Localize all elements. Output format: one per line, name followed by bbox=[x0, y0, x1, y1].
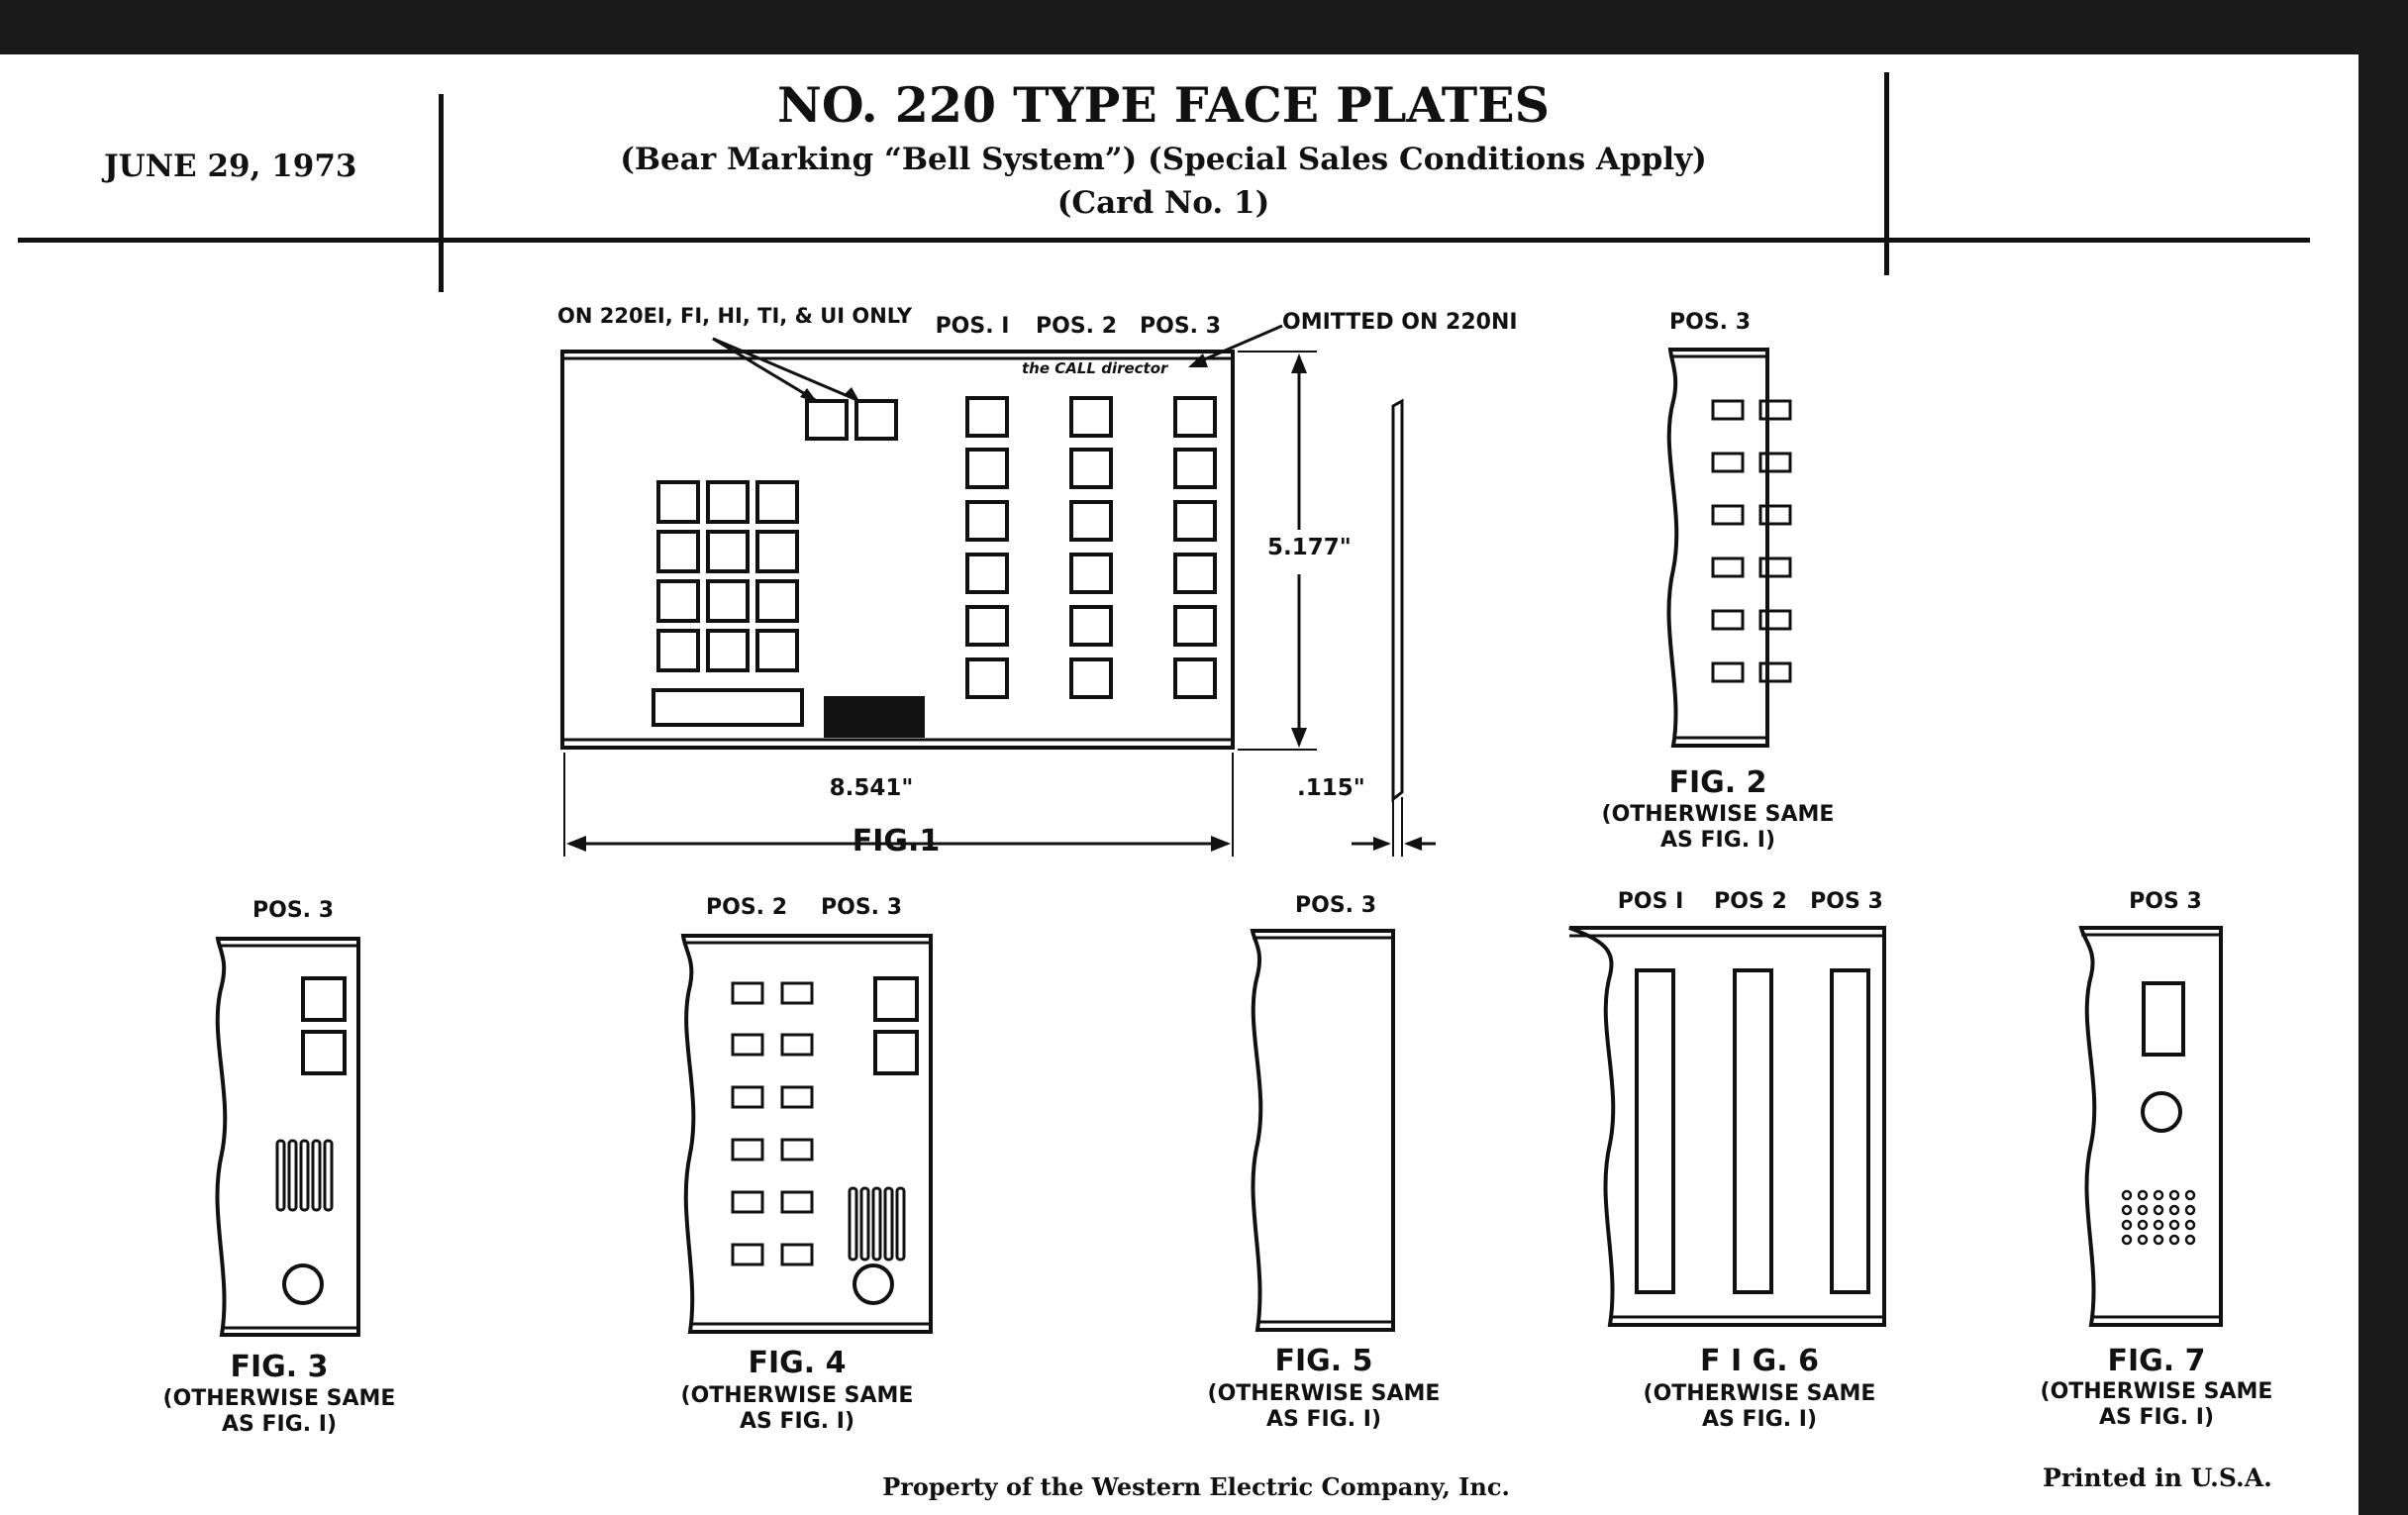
fig6-pos3-label: POS 3 bbox=[1810, 889, 1883, 914]
fig1-pos2-label: POS. 2 bbox=[1036, 314, 1117, 339]
fig4-lamp-buttons bbox=[733, 983, 812, 1264]
fig3-pos-label: POS. 3 bbox=[252, 898, 334, 923]
catalog-card bbox=[0, 54, 2358, 1515]
fig1-label: FIG.1 bbox=[852, 824, 941, 858]
fig7-pos-label: POS 3 bbox=[2129, 889, 2202, 914]
fig2-label: FIG. 2 bbox=[1668, 765, 1767, 800]
fig1-leader-2 bbox=[713, 339, 859, 401]
fig6-plate-outline bbox=[1569, 928, 1884, 1325]
fig6-pos2-label: POS 2 bbox=[1714, 889, 1787, 914]
fig6-slot-pos3 bbox=[1832, 970, 1868, 1292]
fig7-microphone-hole bbox=[2143, 1093, 2180, 1131]
fig5-note-line2: AS FIG. I) bbox=[1265, 1407, 1382, 1432]
fig7-note-line2: AS FIG. I) bbox=[2098, 1405, 2215, 1430]
technical-drawings bbox=[0, 54, 2358, 1515]
fig7-note-line1: (OTHERWISE SAME bbox=[2040, 1379, 2273, 1404]
fig1-omitted-note: OMITTED ON 220NI bbox=[1282, 310, 1518, 335]
fig4-plate-outline bbox=[683, 936, 931, 1332]
fig1-leader-omitted bbox=[1193, 326, 1282, 364]
fig4-key-2 bbox=[875, 1032, 917, 1073]
fig6-pos1-label: POS I bbox=[1617, 889, 1684, 914]
fig1-pos2-buttons bbox=[1071, 398, 1111, 697]
fig1-arrowhead-up bbox=[1291, 354, 1307, 373]
fig2-note-line2: AS FIG. I) bbox=[1659, 828, 1776, 853]
fig1-side-profile bbox=[1393, 401, 1402, 799]
fig1-top-key-1 bbox=[807, 401, 847, 439]
fig6-label: F I G. 6 bbox=[1700, 1344, 1819, 1378]
fig4-label: FIG. 4 bbox=[748, 1346, 847, 1380]
fig3-note-line2: AS FIG. I) bbox=[221, 1412, 338, 1437]
fig5-note-line1: (OTHERWISE SAME bbox=[1207, 1381, 1441, 1406]
bell-system-badge bbox=[824, 696, 925, 738]
fig2-lamp-buttons bbox=[1713, 401, 1790, 681]
fig1-pos3-label: POS. 3 bbox=[1140, 314, 1221, 339]
fig1-omitted-head bbox=[1188, 354, 1208, 367]
fig1-keypad bbox=[658, 482, 797, 670]
fig1-top-key-2 bbox=[856, 401, 896, 439]
fig1-arrowhead-right bbox=[1211, 836, 1231, 852]
fig1-arrowhead-down bbox=[1291, 728, 1307, 748]
fig4-note-line1: (OTHERWISE SAME bbox=[680, 1383, 914, 1408]
card-number: (Card No. 1) bbox=[1056, 185, 1270, 221]
fig6-slot-pos2 bbox=[1735, 970, 1771, 1292]
fig5-pos-label: POS. 3 bbox=[1295, 893, 1376, 918]
fig5-label: FIG. 5 bbox=[1274, 1344, 1373, 1378]
fig7-label: FIG. 7 bbox=[2107, 1344, 2206, 1378]
fig1-arrowhead-left bbox=[566, 836, 586, 852]
footer-printed: Printed in U.S.A. bbox=[2043, 1464, 2272, 1492]
fig4-note-line2: AS FIG. I) bbox=[739, 1409, 855, 1434]
fig6-note-line1: (OTHERWISE SAME bbox=[1643, 1381, 1876, 1406]
fig3-note-line1: (OTHERWISE SAME bbox=[162, 1386, 396, 1411]
fig1-width-dimension: 8.541" bbox=[824, 775, 920, 801]
fig6-slot-pos1 bbox=[1637, 970, 1673, 1292]
call-director-script: the CALL director bbox=[1022, 359, 1168, 377]
fig3-key-2 bbox=[303, 1032, 345, 1073]
fig1-thick-arrowhead-a bbox=[1373, 837, 1391, 851]
fig2-note-line1: (OTHERWISE SAME bbox=[1601, 802, 1835, 827]
page-subtitle: (Bear Marking “Bell System”) (Special Sales Conditions Apply) bbox=[620, 142, 1707, 177]
fig1-height-dimension: 5.177" bbox=[1267, 535, 1352, 560]
fig1-thickness-dimension: .115" bbox=[1297, 775, 1365, 801]
fig1-pos3-buttons bbox=[1175, 398, 1215, 697]
fig1-pos1-label: POS. I bbox=[935, 314, 1010, 339]
fig4-pos3-label: POS. 3 bbox=[821, 895, 902, 920]
fig3-microphone-hole bbox=[284, 1265, 322, 1303]
fig4-pos2-label: POS. 2 bbox=[706, 895, 787, 920]
fig1-note-only: ON 220EI, FI, HI, TI, & UI ONLY bbox=[557, 304, 913, 328]
fig5-plate-outline bbox=[1253, 931, 1393, 1330]
fig2-plate-outline bbox=[1668, 350, 1767, 746]
fig4-key-1 bbox=[875, 978, 917, 1020]
fig1-pos1-buttons bbox=[967, 398, 1007, 697]
fig7-speaker-holes bbox=[2123, 1191, 2194, 1244]
fig2-pos-label: POS. 3 bbox=[1669, 310, 1751, 335]
fig1-leader-1 bbox=[713, 339, 817, 401]
fig4-speaker-grille bbox=[850, 1188, 904, 1260]
fig6-note-line2: AS FIG. I) bbox=[1701, 1407, 1818, 1432]
fig1-thick-arrowhead-b bbox=[1404, 837, 1422, 851]
fig3-speaker-grille bbox=[277, 1141, 332, 1210]
fig1-designation-strip bbox=[653, 690, 802, 725]
page-title: NO. 220 TYPE FACE PLATES bbox=[777, 76, 1550, 134]
fig3-label: FIG. 3 bbox=[230, 1350, 329, 1384]
fig4-microphone-hole bbox=[854, 1265, 892, 1303]
footer-property: Property of the Western Electric Company, Inc. bbox=[882, 1472, 1510, 1501]
card-date: JUNE 29, 1973 bbox=[104, 149, 357, 184]
fig7-display-window bbox=[2144, 983, 2183, 1055]
fig3-key-1 bbox=[303, 978, 345, 1020]
